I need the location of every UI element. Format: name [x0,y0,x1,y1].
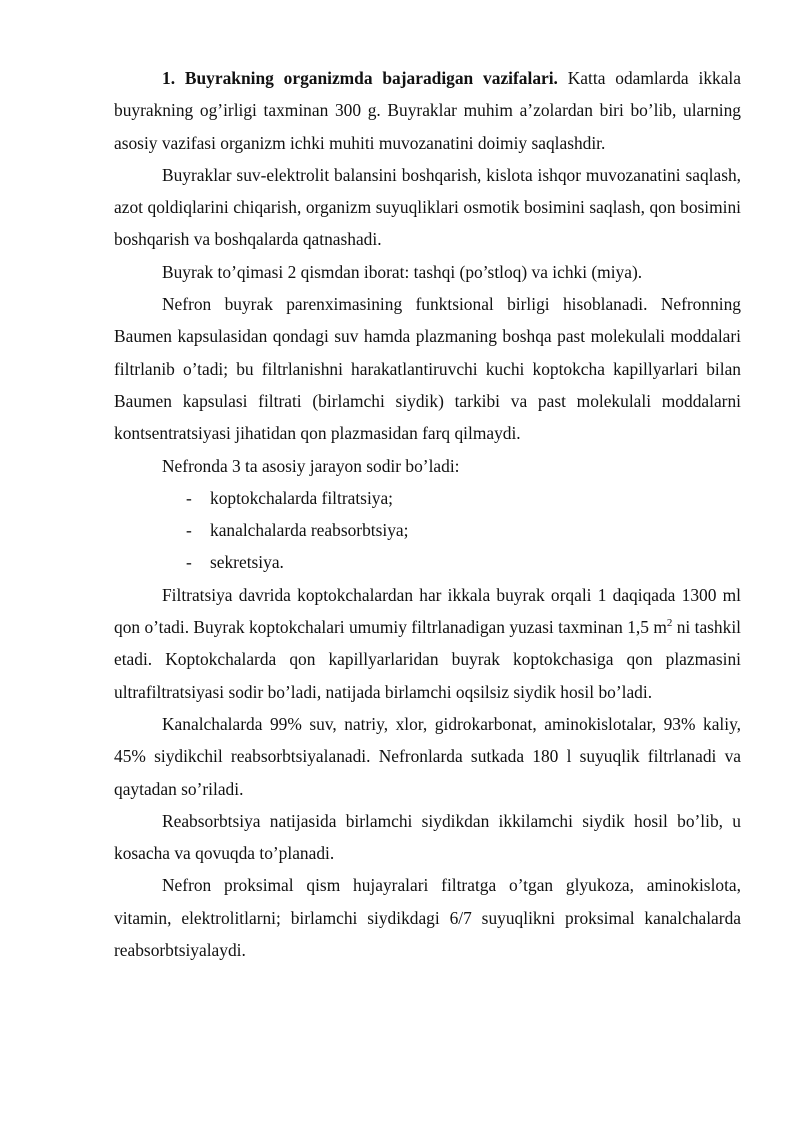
paragraph-proximal: Nefron proksimal qism hujayralari filtratga o’tgan glyukoza, aminokislota, vitamin, elektrolitlarni; birlamchi siydikdagi 6/7 suyuqlikni proksimal kanalchalarda reabsorbtsiyalaydi. [114,875,741,961]
paragraph-regulation: Buyraklar suv-elektrolit balansini boshqarish, kislota ishqor muvozanatini saqlash, azot qoldiqlarini chiqarish, organizm suyuqliklari osmotik bosimini saqlash, qon bosimini boshqarish va boshqalarda qatnashadi. [114,164,741,250]
document-body [114,62,741,966]
paragraph-text: Katta odamlarda ikkala buyrakning og’irligi taxminan 300 g. Buyraklar muhim a’zolardan biri bo’lib, ularning asosiy vazifasi organizm ichki muhiti muvozanatini doimiy saqlashdir. [114,68,741,153]
list-item [114,514,741,546]
list-item-text: sekretsiya. [210,552,284,573]
process-list [114,482,741,579]
paragraph-nephron: Nefron buyrak parenximasining funktsional birligi hisoblanadi. Nefronning Baumen kapsulasidan qondagi suv hamda plazmaning boshqa past molekulali moddalari filtrlanib o’tadi; bu filtrlanishni harakatlantiruvchi kuchi koptokcha kapillyarlari bilan Baumen kapsulasi filtrati (birlamchi siydik) tarkibi va past molekulali moddalarni kontsentratsiyasi jihatidan qon plazmasidan farq qilmaydi. [114,294,741,444]
list-item-text: kanalchalarda reabsorbtsiya; [210,520,409,541]
paragraph-processes-intro: Nefronda 3 ta asosiy jarayon sodir bo’ladi: [162,455,460,476]
paragraph-tissue: Buyrak to’qimasi 2 qismdan iborat: tashqi (po’stloq) va ichki (miya). [162,261,643,282]
paragraph-filtration [114,579,741,708]
paragraph-text: ni tashkil etadi. Koptokchalarda qon kapillyarlaridan buyrak koptokchasiga qon plazmasini ultrafiltratsiyasi sodir bo’ladi, natijada birlamchi oqsilsiz siydik hosil bo’ladi. [114,617,741,702]
list-item [114,482,741,514]
paragraph-kidney-functions [114,62,741,159]
superscript: 2 [666,617,673,630]
paragraph-reabsorption-channels: Kanalchalarda 99% suv, natriy, xlor, gidrokarbonat, aminokislotalar, 93% kaliy, 45% siydikchil reabsorbtsiyalanadi. Nefronlarda sutkada 180 l suyuqlik filtrlanadi va qaytadan so’riladi. [114,713,741,799]
paragraph-text: Filtratsiya davrida koptokchalardan har ikkala buyrak orqali 1 daqiqada 1300 ml qon o’tadi. Buyrak koptokchalari umumiy filtrlanadigan yuzasi taxminan 1,5 m [114,584,741,638]
list-item [114,546,741,578]
paragraph-reabsorption-result: Reabsorbtsiya natijasida birlamchi siydikdan ikkilamchi siydik hosil bo’lib, u kosacha va qovuqda to’planadi. [114,810,741,864]
section-heading: 1. Buyrakning organizmda bajaradigan vazifalari. [162,68,558,88]
list-marker: - [186,487,192,508]
list-marker: - [186,520,192,541]
list-item-text: koptokchalarda filtratsiya; [210,487,394,508]
list-marker: - [186,552,192,573]
